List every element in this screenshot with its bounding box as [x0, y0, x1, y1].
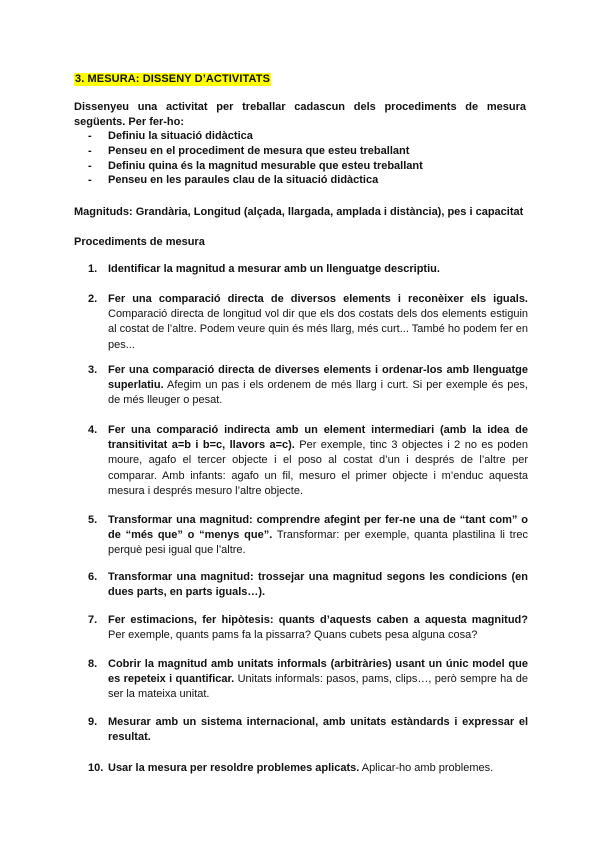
- item-title: Transformar una magnitud: comprendre afegint per fer-ne una de “tant com” o de “més que” o “menys que”.: [108, 514, 528, 542]
- bullet-marker: -: [88, 174, 92, 187]
- item-description: Unitats informals: pasos, pams, clips…, però sempre ha de ser la mateixa unitat.: [108, 673, 528, 701]
- item-title: Mesurar amb un sistema internacional, amb unitats estàndards i expressar el resultat.: [108, 716, 528, 744]
- list-item: - Penseu en el procediment de mesura que esteu treballant: [88, 144, 410, 157]
- procedure-item: [88, 613, 528, 643]
- item-title: Fer una comparació directa de diversos elements i reconèixer els iguals.: [108, 293, 528, 305]
- item-title: Transformar una magnitud: trossejar una magnitud segons les condicions (en dues parts, en parts iguals…).: [108, 571, 528, 599]
- item-number: 5.: [88, 514, 98, 526]
- item-description: Comparació directa de longitud vol dir que els dos costats dels dos elements estiguin al costat de l’altre. Podem veure quin és més llarg, més curt... També ho podem fer en pes...: [108, 308, 528, 351]
- item-number: 9.: [88, 716, 98, 728]
- list-item: - Definiu la situació didàctica: [88, 130, 253, 142]
- item-number: 2.: [88, 293, 98, 305]
- item-description: Per exemple, tinc 3 objectes i 2 no es poden moure, agafo el tercer objecte i el poso al costat d’un i després de l’altre per comparar. Amb infants: agafo un fil, mesuro el primer objecte i m’enduc aquesta mesura i després mesuro l’altre objecte.: [108, 439, 528, 497]
- item-title: Usar la mesura per resoldre problemes aplicats.: [108, 762, 360, 774]
- magnituds-line: Magnituds: Grandària, Longitud (alçada, llargada, amplada i distància), pes i capacitat: [74, 206, 524, 218]
- item-title: Cobrir la magnitud amb unitats informals (arbitràries) usant un únic model que es repeteix i quantificar.: [108, 658, 528, 686]
- item-number: 10.: [88, 762, 104, 774]
- item-title: Fer una comparació directa de diverses elements i ordenar-los amb llenguatge superlatiu.: [108, 364, 528, 392]
- procediments-heading: Procediments de mesura: [74, 236, 205, 248]
- bullet-marker: -: [88, 159, 92, 172]
- item-title: Fer una comparació indirecta amb un element intermediari (amb la idea de transitivitat a=b i b=c, llavors a=c).: [108, 424, 528, 452]
- bullet-marker: -: [88, 130, 92, 142]
- procedure-item: [88, 363, 528, 409]
- bullet-marker: -: [88, 144, 92, 157]
- instruction-list: [88, 129, 423, 188]
- intro-paragraph: Dissenyeu una activitat per treballar cadascun dels procediments de mesura següents. Per fer-ho:: [74, 101, 526, 128]
- item-number: 6.: [88, 571, 98, 583]
- item-title: Identificar la magnitud a mesurar amb un llenguatge descriptiu.: [108, 263, 440, 275]
- procedure-item: [88, 292, 528, 353]
- item-description: Transformar: per exemple, quanta plastilina li trec perquè pesi igual que l’altre.: [108, 529, 528, 557]
- procedure-item: [88, 715, 528, 745]
- item-number: 8.: [88, 658, 98, 670]
- item-number: 1.: [88, 263, 98, 275]
- item-number: 3.: [88, 364, 98, 376]
- procedure-item: [88, 761, 528, 776]
- list-item: - Penseu en les paraules clau de la situació didàctica: [88, 174, 379, 187]
- procedure-item: [88, 657, 528, 703]
- procedure-item: [88, 570, 528, 600]
- item-number: 4.: [88, 424, 98, 436]
- procedure-item: [88, 262, 528, 277]
- item-title: Fer estimacions, fer hipòtesis: quants d’aquests caben a aquesta magnitud?: [108, 614, 528, 626]
- item-number: 7.: [88, 614, 98, 626]
- item-description: Per exemple, quants pams fa la pissarra? Quans cubets pesa alguna cosa?: [108, 629, 478, 642]
- list-item: - Definiu quina és la magnitud mesurable que esteu treballant: [88, 159, 423, 172]
- procedure-item: [88, 513, 528, 559]
- procedure-item: [88, 423, 528, 499]
- item-description: Afegim un pas i els ordenem de més llarg i curt. Si per exemple és pes, de més lleuger o pesat.: [108, 379, 528, 407]
- section-title: 3. MESURA: DISSENY D’ACTIVITATS: [75, 73, 271, 85]
- item-description: Aplicar-ho amb problemes.: [359, 762, 494, 774]
